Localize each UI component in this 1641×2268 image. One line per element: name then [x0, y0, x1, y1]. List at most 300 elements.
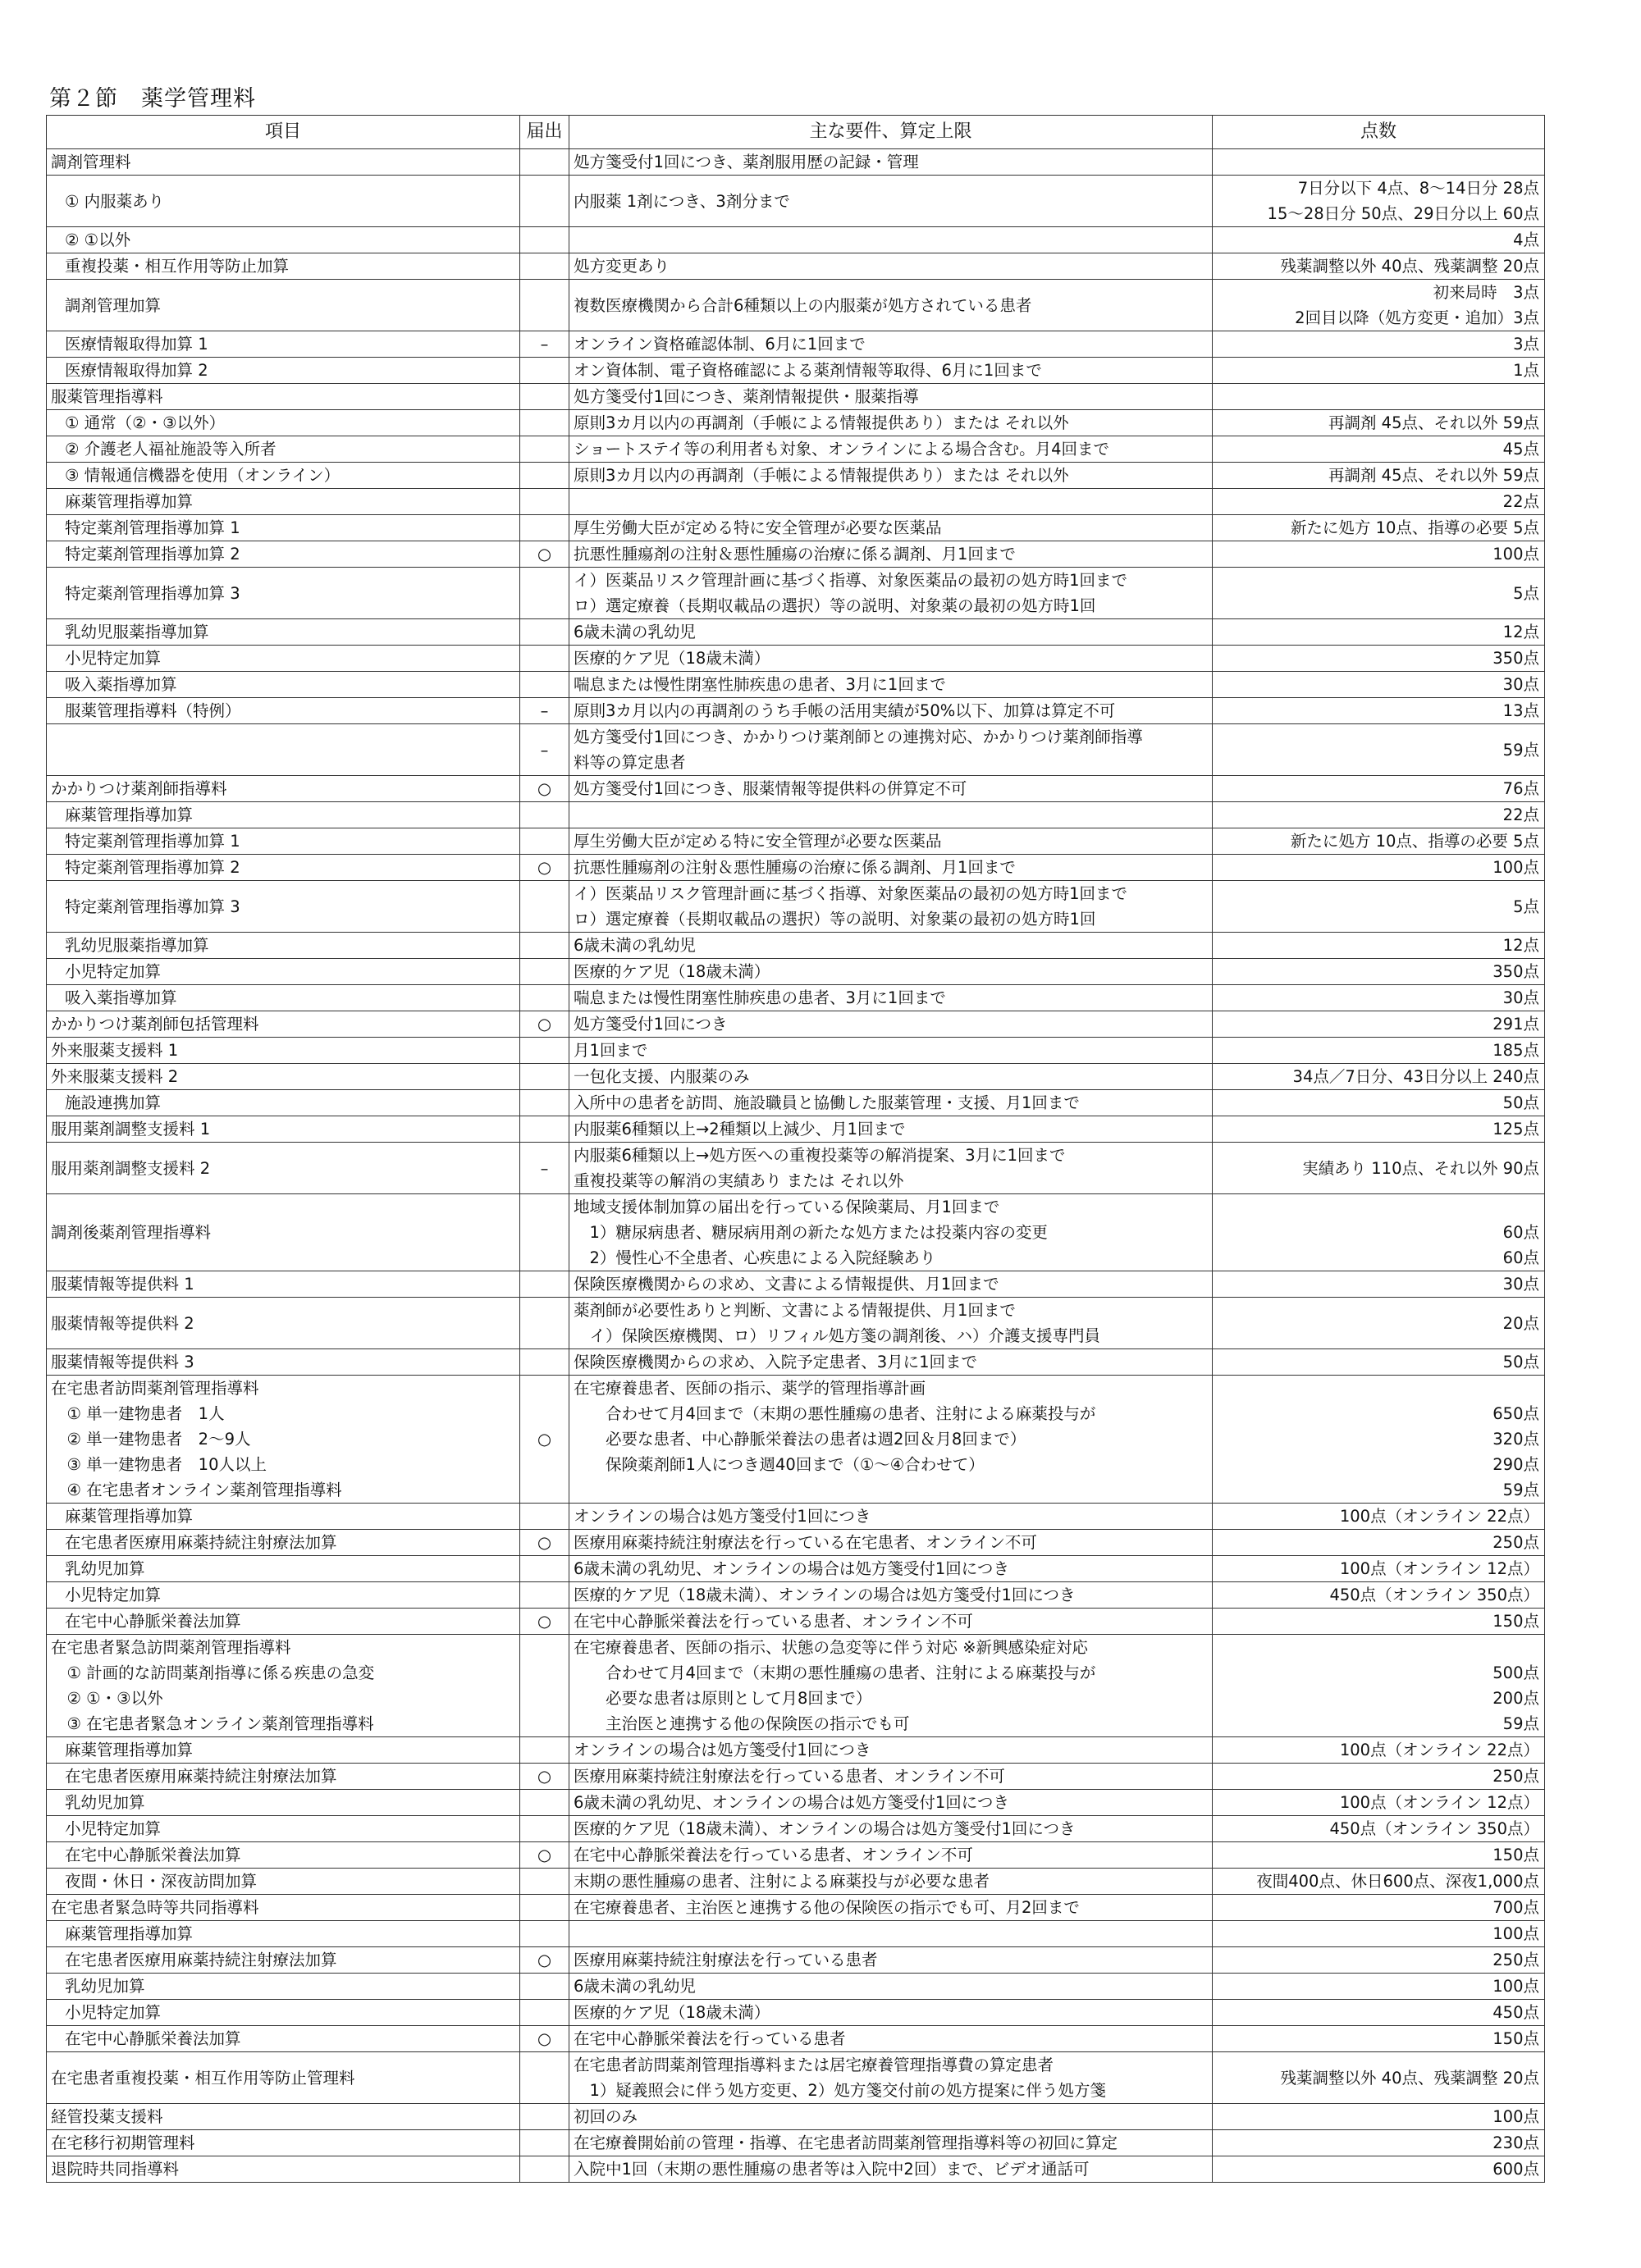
table-row	[47, 2130, 1545, 2156]
item-name: 在宅患者医療用麻薬持続注射療法加算	[65, 1767, 337, 1786]
item-cell	[47, 1011, 520, 1038]
points-cell	[1213, 1582, 1545, 1609]
requirement-line: 末期の悪性腫瘍の患者、注射による麻薬投与が必要な患者	[574, 1872, 990, 1891]
points-cell	[1213, 384, 1545, 410]
item-cell	[47, 619, 520, 646]
requirement-line: 6歳未満の乳幼児、オンラインの場合は処方箋受付1回につき	[574, 1559, 1009, 1578]
requirement-line: 原則3カ月以内の再調剤（手帳による情報提供あり）または それ以外	[574, 466, 1069, 485]
requirements-cell	[569, 985, 1213, 1011]
points-cell	[1213, 1011, 1545, 1038]
item-cell	[47, 1816, 520, 1842]
requirement-line: オンラインの場合は処方箋受付1回につき	[574, 1741, 871, 1759]
points-cell	[1213, 463, 1545, 489]
table-row	[47, 855, 1545, 881]
notification-mark	[520, 568, 569, 619]
requirement-line: 一包化支援、内服薬のみ	[574, 1067, 750, 1086]
item-cell	[47, 1530, 520, 1556]
notification-mark	[520, 619, 569, 646]
points-line: 残薬調整以外 40点、残薬調整 20点	[1280, 2068, 1539, 2088]
requirements-cell	[569, 2052, 1213, 2104]
item-name: 服薬管理指導料（特例）	[65, 701, 241, 720]
notification-mark: ○	[520, 541, 569, 568]
notification-mark	[520, 1635, 569, 1737]
item-cell	[47, 1194, 520, 1271]
table-row	[47, 1869, 1545, 1895]
points-cell	[1213, 985, 1545, 1011]
notification-mark	[520, 1895, 569, 1921]
points-cell	[1213, 1143, 1545, 1194]
points-line: 実績あり 110点、それ以外 90点	[1302, 1158, 1539, 1178]
requirement-line: 在宅療養患者、医師の指示、状態の急変等に伴う対応 ※新興感染症対応	[574, 1638, 1089, 1657]
item-cell	[47, 568, 520, 619]
requirement-line: 医療用麻薬持続注射療法を行っている患者	[574, 1951, 878, 1969]
table-row	[47, 1349, 1545, 1376]
points-cell	[1213, 1349, 1545, 1376]
item-name: 経管投薬支援料	[51, 2107, 163, 2126]
item-name: 吸入薬指導加算	[65, 988, 177, 1007]
requirement-line: ロ）選定療養（長期収載品の選択）等の説明、対象薬の最初の処方時1回	[574, 596, 1096, 615]
points-line: 新たに処方 10点、指導の必要 5点	[1290, 518, 1539, 537]
points-line: 夜間400点、休日600点、深夜1,000点	[1256, 1872, 1539, 1891]
table-row	[47, 1376, 1545, 1504]
item-name: 施設連携加算	[65, 1093, 162, 1112]
item-name: 服薬情報等提供料 2	[51, 1313, 194, 1333]
points-cell	[1213, 541, 1545, 568]
requirements-cell	[569, 1764, 1213, 1790]
notification-mark	[520, 2000, 569, 2026]
requirements-cell	[569, 933, 1213, 959]
notification-mark	[520, 2130, 569, 2156]
points-line: 新たに処方 10点、指導の必要 5点	[1290, 832, 1539, 851]
notification-mark	[520, 1064, 569, 1090]
item-name: 在宅患者緊急時等共同指導料	[51, 1898, 259, 1917]
requirements-cell	[569, 1530, 1213, 1556]
table-row	[47, 2052, 1545, 2104]
points-line: 4点	[1513, 230, 1539, 249]
item-name: 服用薬剤調整支援料 1	[51, 1120, 211, 1139]
table-row	[47, 2156, 1545, 2183]
item-name: 麻薬管理指導加算	[65, 1507, 194, 1526]
points-line	[1217, 1376, 1539, 1401]
item-cell	[47, 227, 520, 253]
requirement-line: 原則3カ月以内の再調剤（手帳による情報提供あり）または それ以外	[574, 413, 1069, 432]
requirement-line: 在宅中心静脈栄養法を行っている患者、オンライン不可	[574, 1846, 973, 1864]
points-cell	[1213, 724, 1545, 776]
requirement-line: 在宅療養開始前の管理・指導、在宅患者訪問薬剤管理指導料等の初回に算定	[574, 2133, 1118, 2152]
points-cell	[1213, 1376, 1545, 1504]
points-cell	[1213, 1271, 1545, 1298]
notification-mark: ○	[520, 1011, 569, 1038]
notification-mark	[520, 802, 569, 828]
requirement-line: オンライン資格確認体制、6月に1回まで	[574, 335, 866, 354]
requirements-cell	[569, 1504, 1213, 1530]
requirements-cell	[569, 2130, 1213, 2156]
points-line: 76点	[1502, 779, 1539, 798]
notification-mark: ○	[520, 776, 569, 802]
table-row	[47, 176, 1545, 227]
item-cell	[47, 1609, 520, 1635]
points-line: 2回目以降（処方変更・追加）3点	[1295, 308, 1539, 327]
item-name: ① 計画的な訪問薬剤指導に係る疾患の急変	[51, 1663, 375, 1682]
points-line: 12点	[1502, 623, 1539, 641]
requirement-line: 医療用麻薬持続注射療法を行っている在宅患者、オンライン不可	[574, 1533, 1037, 1552]
item-name: ③ 情報通信機器を使用（オンライン）	[65, 466, 341, 485]
item-cell	[47, 331, 520, 358]
requirements-cell	[569, 358, 1213, 384]
points-line: 320点	[1492, 1430, 1539, 1449]
item-name: 乳幼児服薬指導加算	[65, 936, 209, 955]
table-row	[47, 253, 1545, 280]
item-name: 乳幼児加算	[65, 1977, 145, 1996]
points-line: 290点	[1492, 1455, 1539, 1474]
table-row	[47, 1143, 1545, 1194]
points-line: 60点	[1502, 1248, 1539, 1267]
requirements-cell	[569, 436, 1213, 463]
item-name: 調剤管理料	[51, 153, 131, 171]
points-cell	[1213, 1947, 1545, 1974]
requirement-line: 処方箋受付1回につき、薬剤服用歴の記録・管理	[574, 153, 919, 171]
notification-mark	[520, 672, 569, 698]
requirement-line: 入院中1回（末期の悪性腫瘍の患者等は入院中2回）まで、ビデオ通話可	[574, 2160, 1090, 2179]
points-cell	[1213, 855, 1545, 881]
points-line: 100点（オンライン 12点）	[1339, 1559, 1539, 1578]
requirement-line: 必要な患者、中心静脈栄養法の患者は週2回＆月8回まで）	[574, 1430, 1026, 1449]
points-cell	[1213, 1504, 1545, 1530]
requirements-cell	[569, 724, 1213, 776]
item-name: ③ 在宅患者緊急オンライン薬剤管理指導料	[51, 1714, 374, 1733]
item-name: 小児特定加算	[65, 649, 162, 668]
requirements-cell	[569, 881, 1213, 933]
requirements-cell	[569, 280, 1213, 331]
requirement-line: 2）慢性心不全患者、心疾患による入院経験あり	[574, 1248, 936, 1267]
points-cell	[1213, 2130, 1545, 2156]
notification-mark	[520, 253, 569, 280]
item-name: ② ①以外	[65, 230, 131, 249]
item-cell	[47, 1895, 520, 1921]
notification-mark	[520, 1349, 569, 1376]
item-cell	[47, 1090, 520, 1116]
requirement-line: 厚生労働大臣が定める特に安全管理が必要な医薬品	[574, 518, 942, 537]
points-cell	[1213, 149, 1545, 176]
item-name: ① 内服薬あり	[65, 191, 165, 211]
requirements-cell	[569, 568, 1213, 619]
requirements-cell	[569, 2026, 1213, 2052]
table-row	[47, 568, 1545, 619]
requirements-cell	[569, 828, 1213, 855]
requirements-cell	[569, 1947, 1213, 1974]
points-cell	[1213, 1921, 1545, 1947]
table-row	[47, 985, 1545, 1011]
table-row	[47, 1064, 1545, 1090]
notification-mark	[520, 358, 569, 384]
points-line: 150点	[1492, 1612, 1539, 1631]
requirement-line: 保険医療機関からの求め、入院予定患者、3月に1回まで	[574, 1353, 978, 1371]
requirement-line: 重複投薬等の解消の実績あり または それ以外	[574, 1171, 904, 1190]
table-row	[47, 1737, 1545, 1764]
points-cell	[1213, 802, 1545, 828]
notification-mark	[520, 1298, 569, 1349]
requirements-cell	[569, 176, 1213, 227]
item-name: 在宅中心静脈栄養法加算	[65, 2029, 241, 2048]
table-row	[47, 489, 1545, 515]
item-name: 在宅患者緊急訪問薬剤管理指導料	[51, 1638, 291, 1657]
points-cell	[1213, 1116, 1545, 1143]
points-line: 250点	[1492, 1533, 1539, 1552]
points-line: 残薬調整以外 40点、残薬調整 20点	[1280, 257, 1539, 276]
points-line: 100点	[1492, 858, 1539, 877]
item-name: 麻薬管理指導加算	[65, 805, 194, 824]
requirements-cell	[569, 2156, 1213, 2183]
points-line: 30点	[1502, 675, 1539, 694]
points-cell	[1213, 227, 1545, 253]
item-name: ① 単一建物患者 1人	[51, 1404, 225, 1423]
item-cell	[47, 985, 520, 1011]
points-line: 450点（オンライン 350点）	[1329, 1586, 1539, 1604]
requirement-line: 1）疑義照会に伴う処方変更、2）処方箋交付前の処方提案に伴う処方箋	[574, 2081, 1106, 2100]
table-row	[47, 1090, 1545, 1116]
notification-mark	[520, 881, 569, 933]
notification-mark	[520, 1194, 569, 1271]
item-cell	[47, 1737, 520, 1764]
item-name: 小児特定加算	[65, 2003, 162, 2022]
requirements-cell	[569, 619, 1213, 646]
requirement-line: 初回のみ	[574, 2107, 638, 2126]
requirement-line: イ）医薬品リスク管理計画に基づく指導、対象医薬品の最初の処方時1回まで	[574, 884, 1128, 903]
notification-mark: ○	[520, 1609, 569, 1635]
points-cell	[1213, 1816, 1545, 1842]
notification-mark: ○	[520, 1376, 569, 1504]
item-name: 重複投薬・相互作用等防止加算	[65, 257, 290, 276]
points-cell	[1213, 1842, 1545, 1869]
requirement-line: 医療的ケア児（18歳未満）、オンラインの場合は処方箋受付1回につき	[574, 1819, 1076, 1838]
points-line: 100点	[1492, 2107, 1539, 2126]
points-line: 60点	[1502, 1223, 1539, 1242]
requirement-line: 保険薬剤師1人につき週40回まで（①～④合わせて）	[574, 1455, 985, 1474]
notification-mark	[520, 280, 569, 331]
points-line: 5点	[1513, 583, 1539, 603]
table-row	[47, 828, 1545, 855]
requirement-line: 医療的ケア児（18歳未満）	[574, 962, 770, 981]
points-line: 700点	[1492, 1898, 1539, 1917]
requirements-cell	[569, 2000, 1213, 2026]
item-cell	[47, 881, 520, 933]
points-line: 125点	[1492, 1120, 1539, 1139]
notification-mark	[520, 1090, 569, 1116]
item-name: 服薬情報等提供料 1	[51, 1275, 194, 1294]
item-cell	[47, 1556, 520, 1582]
points-cell	[1213, 2026, 1545, 2052]
requirement-line: 6歳未満の乳幼児	[574, 936, 696, 955]
points-line: 100点	[1492, 545, 1539, 564]
requirement-line: 入所中の患者を訪問、施設職員と協働した服薬管理・支援、月1回まで	[574, 1093, 1080, 1112]
points-line: 100点	[1492, 1924, 1539, 1943]
points-line: 600点	[1492, 2160, 1539, 2179]
requirement-line: 抗悪性腫瘍剤の注射＆悪性腫瘍の治療に係る調剤、月1回まで	[574, 858, 1016, 877]
requirements-cell	[569, 2104, 1213, 2130]
requirement-line: 原則3カ月以内の再調剤のうち手帳の活用実績が50%以下、加算は算定不可	[574, 701, 1116, 720]
table-row	[47, 881, 1545, 933]
table-row	[47, 1116, 1545, 1143]
item-cell	[47, 1921, 520, 1947]
page-title: 第２節 薬学管理料	[49, 86, 256, 112]
points-line: 3点	[1513, 335, 1539, 354]
requirements-cell	[569, 1974, 1213, 2000]
item-name: ② ①・③以外	[51, 1689, 163, 1708]
requirement-line: 抗悪性腫瘍剤の注射＆悪性腫瘍の治療に係る調剤、月1回まで	[574, 545, 1016, 564]
points-line: 59点	[1502, 1481, 1539, 1499]
item-name: 在宅患者重複投薬・相互作用等防止管理料	[51, 2068, 355, 2088]
points-cell	[1213, 515, 1545, 541]
requirement-line: 保険医療機関からの求め、文書による情報提供、月1回まで	[574, 1275, 999, 1294]
item-cell	[47, 1116, 520, 1143]
points-line: 初来局時 3点	[1433, 283, 1539, 302]
points-line: 50点	[1502, 1093, 1539, 1112]
table-row	[47, 1974, 1545, 2000]
points-cell	[1213, 253, 1545, 280]
points-cell	[1213, 1090, 1545, 1116]
item-name: 夜間・休日・深夜訪問加算	[65, 1872, 258, 1891]
notification-mark	[520, 2156, 569, 2183]
item-name: ② 介護老人福祉施設等入所者	[65, 440, 277, 459]
item-cell	[47, 828, 520, 855]
points-line: 45点	[1502, 440, 1539, 459]
requirement-line: 複数医療機関から合計6種類以上の内服薬が処方されている患者	[574, 295, 1032, 315]
item-cell	[47, 176, 520, 227]
points-cell	[1213, 1974, 1545, 2000]
column-header-notification: 届出	[520, 116, 569, 149]
requirement-line: 在宅中心静脈栄養法を行っている患者、オンライン不可	[574, 1612, 973, 1631]
item-cell	[47, 2026, 520, 2052]
notification-mark	[520, 933, 569, 959]
item-name: 外来服薬支援料 2	[51, 1067, 179, 1086]
requirements-cell	[569, 1895, 1213, 1921]
requirements-cell	[569, 776, 1213, 802]
item-cell	[47, 2104, 520, 2130]
item-name: 乳幼児加算	[65, 1793, 145, 1812]
notification-mark: –	[520, 724, 569, 776]
notification-mark: ○	[520, 1764, 569, 1790]
requirements-cell	[569, 1921, 1213, 1947]
points-cell	[1213, 881, 1545, 933]
table-row	[47, 933, 1545, 959]
table-row	[47, 672, 1545, 698]
points-cell	[1213, 619, 1545, 646]
points-line: 1点	[1513, 361, 1539, 380]
notification-mark	[520, 1271, 569, 1298]
requirements-cell	[569, 1816, 1213, 1842]
points-cell	[1213, 1895, 1545, 1921]
points-line: 150点	[1492, 2029, 1539, 2048]
item-cell	[47, 1298, 520, 1349]
item-cell	[47, 1869, 520, 1895]
requirement-line: 厚生労働大臣が定める特に安全管理が必要な医薬品	[574, 832, 942, 851]
item-cell	[47, 436, 520, 463]
notification-mark	[520, 1974, 569, 2000]
points-line: 再調剤 45点、それ以外 59点	[1328, 413, 1539, 432]
item-cell	[47, 280, 520, 331]
points-cell	[1213, 672, 1545, 698]
item-name: 在宅患者訪問薬剤管理指導料	[51, 1379, 259, 1398]
notification-mark	[520, 410, 569, 436]
points-line: 230点	[1492, 2133, 1539, 2152]
item-name: ④ 在宅患者オンライン薬剤管理指導料	[51, 1481, 342, 1499]
item-name: 調剤後薬剤管理指導料	[51, 1223, 212, 1242]
requirement-line: 処方箋受付1回につき	[574, 1015, 728, 1034]
points-cell	[1213, 2104, 1545, 2130]
points-cell	[1213, 280, 1545, 331]
item-cell	[47, 1064, 520, 1090]
requirement-line: オン資体制、電子資格確認による薬剤情報等取得、6月に1回まで	[574, 361, 1042, 380]
notification-mark	[520, 489, 569, 515]
requirements-cell	[569, 1842, 1213, 1869]
item-cell	[47, 541, 520, 568]
item-cell	[47, 1038, 520, 1064]
points-line: 450点（オンライン 350点）	[1329, 1819, 1539, 1838]
notification-mark	[520, 1582, 569, 1609]
table-row	[47, 619, 1545, 646]
item-name: 麻薬管理指導加算	[65, 1741, 194, 1759]
notification-mark	[520, 1790, 569, 1816]
item-cell	[47, 1271, 520, 1298]
points-cell	[1213, 176, 1545, 227]
item-name: 特定薬剤管理指導加算 3	[65, 583, 240, 603]
requirements-cell	[569, 1635, 1213, 1737]
notification-mark	[520, 2104, 569, 2130]
table-row	[47, 1038, 1545, 1064]
notification-mark	[520, 227, 569, 253]
table-row	[47, 331, 1545, 358]
item-cell	[47, 1143, 520, 1194]
notification-mark	[520, 1116, 569, 1143]
fee-table	[46, 115, 1545, 2183]
item-cell	[47, 724, 520, 776]
item-cell	[47, 384, 520, 410]
requirements-cell	[569, 1038, 1213, 1064]
item-cell	[47, 1974, 520, 2000]
requirement-line: 内服薬 1剤につき、3剤分まで	[574, 191, 790, 211]
requirements-cell	[569, 802, 1213, 828]
points-line: 350点	[1492, 962, 1539, 981]
notification-mark	[520, 436, 569, 463]
item-cell	[47, 1790, 520, 1816]
notification-mark	[520, 2052, 569, 2104]
requirement-line: 喘息または慢性閉塞性肺疾患の患者、3月に1回まで	[574, 675, 946, 694]
item-cell	[47, 1764, 520, 1790]
item-name: 医療情報取得加算 2	[65, 361, 208, 380]
requirement-line: 6歳未満の乳幼児	[574, 623, 696, 641]
table-row	[47, 1011, 1545, 1038]
table-row	[47, 2104, 1545, 2130]
points-line: 12点	[1502, 936, 1539, 955]
table-row	[47, 1504, 1545, 1530]
points-line: 7日分以下 4点、8～14日分 28点	[1297, 179, 1539, 198]
table-row	[47, 1921, 1545, 1947]
points-line: 34点／7日分、43日分以上 240点	[1292, 1067, 1539, 1086]
requirements-cell	[569, 384, 1213, 410]
points-cell	[1213, 1038, 1545, 1064]
requirements-cell	[569, 1582, 1213, 1609]
requirements-cell	[569, 855, 1213, 881]
requirement-line: 処方箋受付1回につき、服薬情報等提供料の併算定不可	[574, 779, 967, 798]
points-line: 再調剤 45点、それ以外 59点	[1328, 466, 1539, 485]
requirements-cell	[569, 1011, 1213, 1038]
notification-mark	[520, 985, 569, 1011]
item-name: 特定薬剤管理指導加算 1	[65, 518, 240, 537]
requirement-line: 6歳未満の乳幼児	[574, 1977, 696, 1996]
requirements-cell	[569, 1737, 1213, 1764]
item-name: かかりつけ薬剤師指導料	[51, 779, 227, 798]
requirements-cell	[569, 1298, 1213, 1349]
